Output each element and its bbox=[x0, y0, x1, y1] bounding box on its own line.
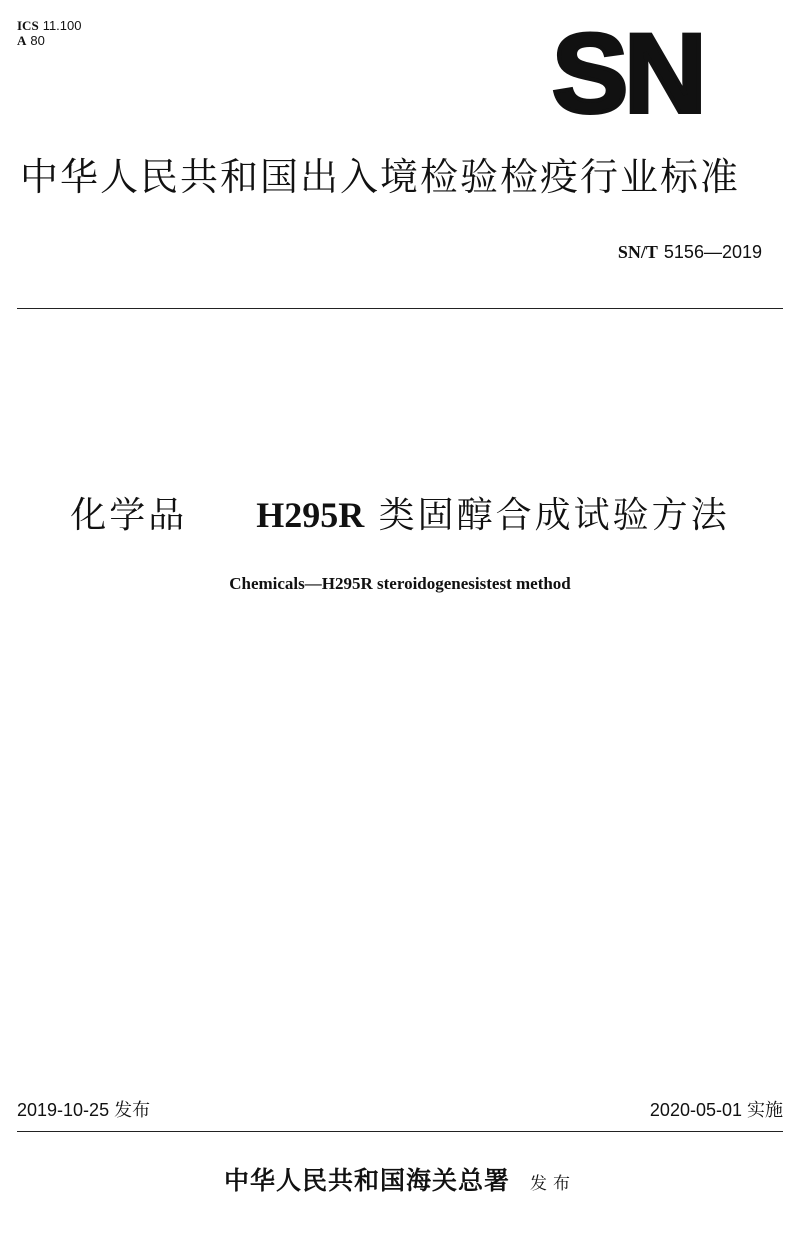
publisher-action: 发布 bbox=[530, 1174, 576, 1194]
ics-line bbox=[17, 18, 81, 33]
issuer-title: 中华人民共和国出入境检验检疫行业标准 bbox=[20, 155, 741, 199]
ics-label: ICS bbox=[17, 18, 39, 33]
publisher-organization: 中华人民共和国海关总署 bbox=[223, 1166, 510, 1195]
standard-number bbox=[618, 240, 762, 264]
title-part-method: 类固醇合成试验方法 bbox=[378, 495, 730, 536]
issue-date: 2019-10-25 发布 bbox=[17, 1100, 151, 1120]
title-part-h295r: H295R bbox=[256, 495, 365, 535]
bottom-divider bbox=[17, 1131, 783, 1132]
implementation-date: 2020-05-01 实施 bbox=[649, 1100, 783, 1120]
ccs-label: A bbox=[17, 33, 27, 48]
standard-prefix: SN/T bbox=[617, 242, 658, 262]
sn-logo: SN bbox=[552, 11, 703, 136]
ics-code: 11.100 bbox=[42, 18, 82, 33]
classification-codes bbox=[17, 18, 81, 48]
standard-code: 5156—2019 bbox=[663, 242, 762, 262]
document-title bbox=[0, 488, 800, 543]
english-title: Chemicals—H295R steroidogenesistest method bbox=[229, 574, 571, 593]
top-divider bbox=[17, 308, 783, 309]
publisher-line bbox=[0, 1162, 800, 1200]
ccs-code: 80 bbox=[30, 33, 45, 48]
ccs-line bbox=[17, 33, 81, 48]
title-part-chemicals: 化学品 bbox=[70, 495, 188, 536]
